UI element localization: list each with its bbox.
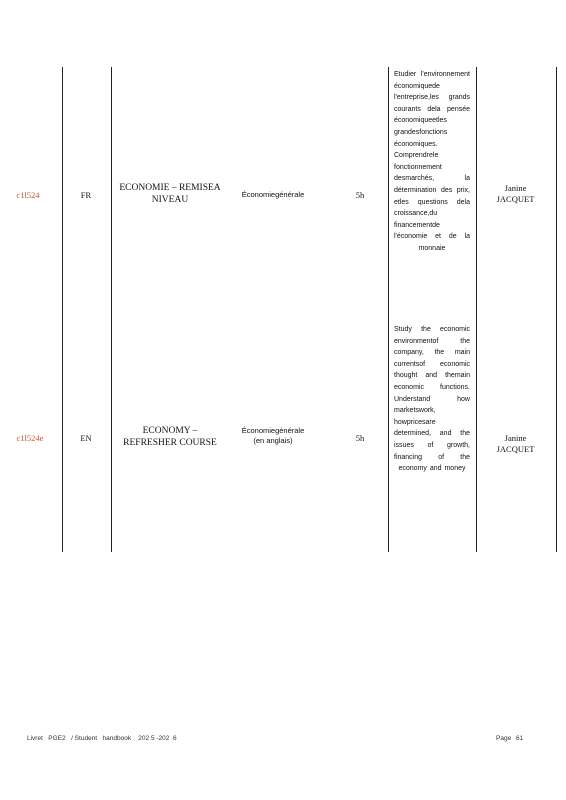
footer-page-number: 61	[516, 735, 524, 742]
course-title-line: ECONOMIE – REMISEA	[119, 183, 221, 193]
course-title	[112, 425, 228, 449]
course-subject-line: Économiegénérale	[241, 426, 305, 435]
course-subject	[238, 426, 308, 446]
course-code: c1l524e	[16, 433, 44, 443]
table-border-left	[62, 67, 63, 552]
course-description: Study the economic environmentof the company, the main currentsof economic thought and themain economic functions. Understand how marketswork, howpricesare determined, and the issues of growth, financing of the economy and money	[394, 326, 470, 473]
footer-document-info: Livret PGE2 / Student handbook 202 5 -202 6	[27, 735, 177, 742]
teacher-first-name: Janine	[504, 433, 527, 443]
footer-page-label: Page	[496, 735, 512, 742]
teacher-last-name: JACQUET	[496, 444, 535, 454]
course-title-line: NIVEAU	[151, 195, 189, 205]
course-description: Etudier l'environnement économiquede l'entreprise,les grands courants dela pensée économiqueetles grandesfonctions économiques. Comprendrele fonctionnement desmarchés, la détermination des prix, etles questions dela croissance,du financementde l'économie et de la monnaie	[394, 71, 470, 252]
course-hours: 5h	[355, 190, 365, 200]
course-language: FR	[80, 190, 92, 200]
course-title	[112, 182, 228, 206]
course-hours: 5h	[355, 433, 365, 443]
table-border-desc-left	[388, 67, 389, 552]
course-language: EN	[80, 433, 92, 443]
course-code: c1l524	[16, 190, 40, 200]
course-title-line: ECONOMY –	[142, 426, 198, 436]
teacher-first-name: Janine	[504, 183, 527, 193]
table-border-lang	[111, 67, 112, 552]
course-subject: Économiegénérale	[241, 190, 305, 199]
table-border-right	[556, 67, 557, 552]
course-teacher	[488, 183, 543, 205]
table-border-desc-right	[476, 67, 477, 552]
teacher-last-name: JACQUET	[496, 194, 535, 204]
course-title-line: REFRESHER COURSE	[123, 438, 217, 448]
course-teacher	[488, 433, 543, 455]
course-subject-line: (en anglais)	[253, 436, 293, 445]
